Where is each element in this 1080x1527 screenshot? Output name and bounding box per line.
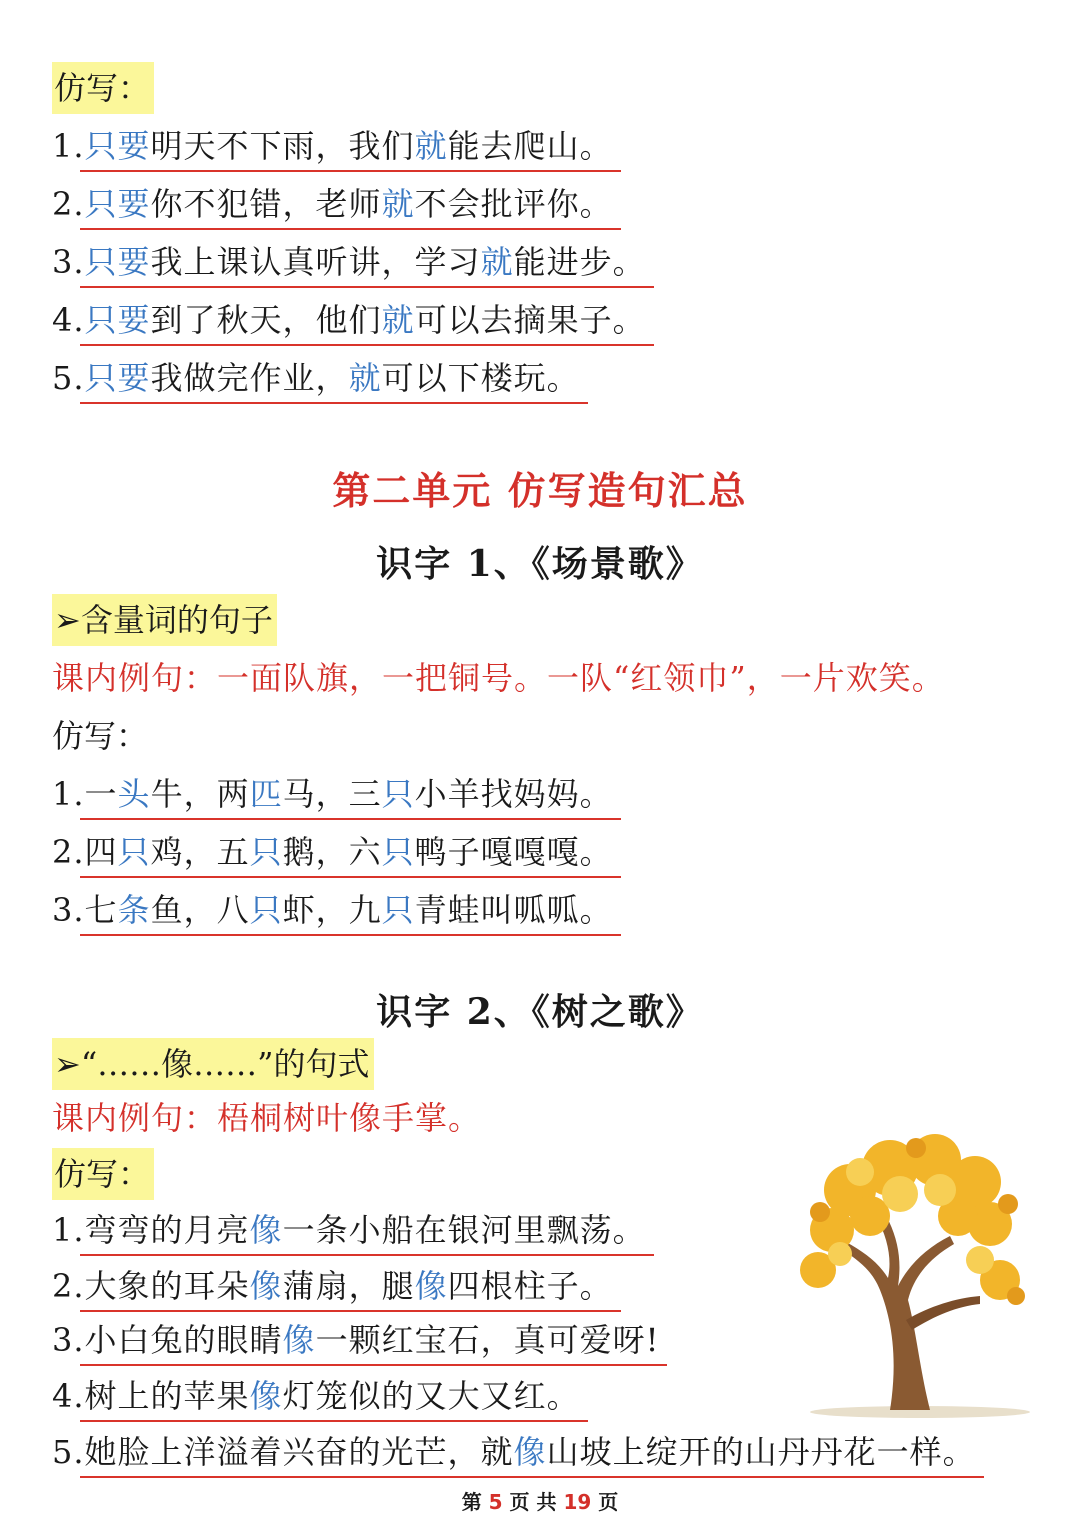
autumn-tree-illustration <box>780 1120 1040 1420</box>
section1-line-5: 5.只要我做完作业，就可以下楼玩。 <box>52 356 580 400</box>
lesson2-line-4: 4.树上的苹果像灯笼似的又大又红。 <box>52 1374 580 1418</box>
lesson2-label-block <box>52 1148 154 1200</box>
lesson2-line-3: 3.小白兔的眼睛像一颗红宝石，真可爱呀! <box>52 1318 659 1362</box>
lesson1-title: 识字 1、《场景歌》 <box>376 543 704 585</box>
lesson1-line-3: 3.七条鱼，八只虾，九只青蛙叫呱呱。 <box>52 888 613 932</box>
section1-line-4: 4.只要到了秋天，他们就可以去摘果子。 <box>52 298 646 342</box>
lesson2-topic: ➢“……像……”的句式 <box>52 1038 374 1090</box>
lesson2-topic-block <box>52 1038 374 1090</box>
lesson2-line-2: 2.大象的耳朵像蒲扇，腿像四根柱子。 <box>52 1264 613 1308</box>
lesson2-example: 课内例句：梧桐树叶像手掌。 <box>52 1099 482 1137</box>
section1-line-3: 3.只要我上课认真听讲，学习就能进步。 <box>52 240 646 284</box>
section1-label-block <box>52 62 154 114</box>
lesson1-topic: ➢含量词的句子 <box>52 594 277 646</box>
unit-title: 第二单元 仿写造句汇总 <box>332 468 748 513</box>
section1-label: 仿写： <box>52 62 154 114</box>
section1-line-2: 2.只要你不犯错，老师就不会批评你。 <box>52 182 613 226</box>
total-page-count: 19 <box>563 1490 592 1514</box>
page-footer: 第 5 页 共 19 页 <box>461 1490 619 1514</box>
lesson1-label: 仿写： <box>52 717 149 755</box>
lesson1-topic-block <box>52 594 277 646</box>
lesson2-line-5: 5.她脸上洋溢着兴奋的光芒，就像山坡上绽开的山丹丹花一样。 <box>52 1430 976 1474</box>
lesson1-line-2: 2.四只鸡，五只鹅，六只鸭子嘎嘎嘎。 <box>52 830 613 874</box>
lesson2-title: 识字 2、《树之歌》 <box>376 991 704 1033</box>
lesson2-label: 仿写： <box>52 1148 154 1200</box>
lesson1-line-1: 1.一头牛，两匹马，三只小羊找妈妈。 <box>52 772 613 816</box>
lesson2-line-1: 1.弯弯的月亮像一条小船在银河里飘荡。 <box>52 1208 646 1252</box>
current-page-number: 5 <box>488 1490 503 1514</box>
section1-line-1: 1.只要明天不下雨，我们就能去爬山。 <box>52 124 613 168</box>
lesson1-example: 课内例句：一面队旗，一把铜号。一队“红领巾”，一片欢笑。 <box>52 659 945 697</box>
